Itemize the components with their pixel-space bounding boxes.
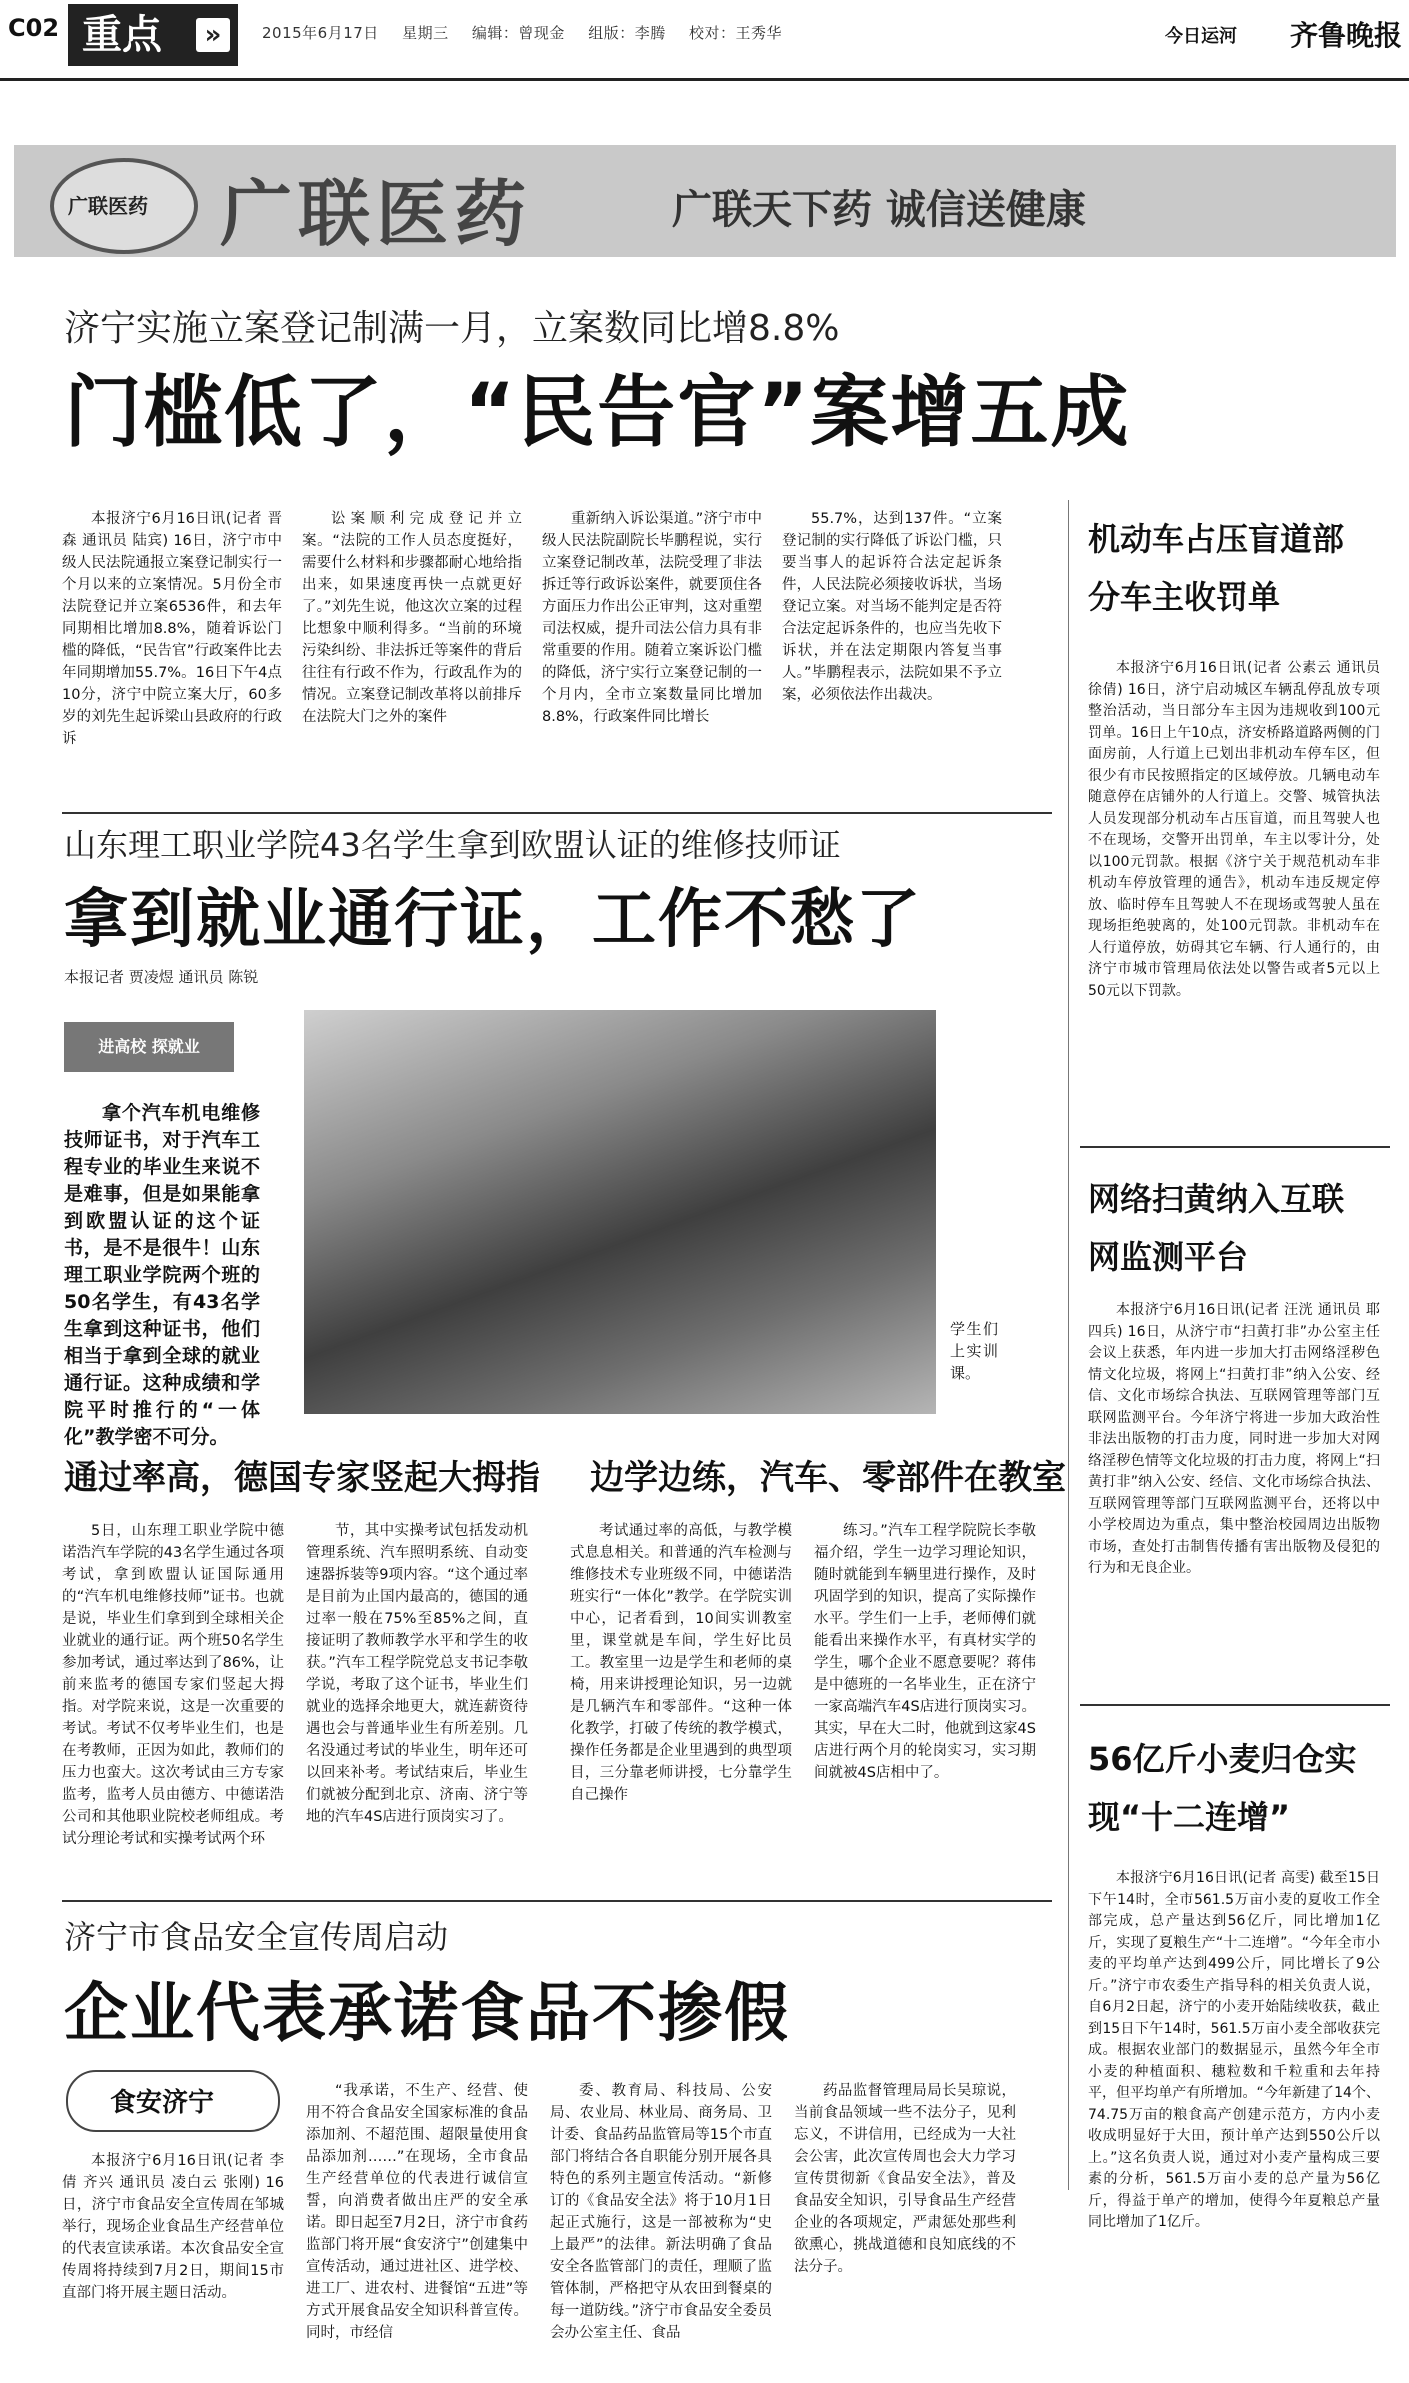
side2-body-text: 本报济宁6月16日讯(记者 汪洸 通讯员 耶四兵) 16日，从济宁市“扫黄打非”办公室主任会议上获悉，年内进一步加大打击网络淫秽色情文化垃圾，将网上“扫黄打非”纳入公安、经信、文化市场综合执法、互联网管理等部门互联网监测平台。今年济宁将进一步加大政治性非法出版物的打击力度，同时进一步加大对网络淫秽色情等文化垃圾的打击力度，将网上“扫黄打非”纳入公安、经信、文化市场综合执法、互联网管理等部门互联网监测平台，还将以中小学校周边为重点，集中整治校园周边出版物市场，查处打击制售传播有害出版物及侵犯的行为和无良企业。 (1088, 1302, 1380, 1576)
page-number: C02 (8, 14, 60, 42)
story1-headline: 门槛低了，“民告官”案增五成 (64, 368, 1131, 458)
column-divider (1068, 500, 1069, 2190)
issue-date: 2015年6月17日 (262, 24, 379, 42)
story3-col3-text: 委、教育局、科技局、公安局、农业局、林业局、商务局、卫计委、食品药品监管局等15个市直部门将结合各自职能分别开展各具特色的系列主题宣传活动。“新修订的《食品安全法》将于10月1日起正式施行，这是一部被称为“史上最严”的法律。新法明确了食品安全各监管部门的责任，理顺了监管体制，严格把守从农田到餐桌的每一道防线。”济宁市食品安全委员会办公室主任、食品 (550, 2083, 772, 2341)
story2-divider (62, 812, 1052, 814)
story2-subhead-2: 边学边练，汽车、零部件在教室 (590, 1458, 1066, 1498)
story1-col1-text: 本报济宁6月16日讯(记者 晋森 通讯员 陆宾) 16日，济宁市中级人民法院通报立案登记制实行一个月以来的立案情况。5月份全市法院登记并立案6536件，和去年同期相比增加8.8%，随着诉讼门槛的降低，“民告官”行政案件比去年同期增加55.7%。16日下午4点10分，济宁中院立案大厅，60多岁的刘先生起诉梁山县政府的行政诉 (62, 511, 282, 747)
story1-col2-text: 讼案顺利完成登记并立案。“法院的工作人员态度挺好，需要什么材料和步骤都耐心地给指出来，如果速度再快一点就更好了。”刘先生说，他这次立案的过程比想象中顺利得多。“当前的环境污染纠纷、非法拆迁等案件的背后往往有行政不作为，行政乱作为的情况。立案登记制改革将以前排斥在法院大门之外的案件 (302, 511, 522, 725)
story3-col4-text: 药品监督管理局局长吴琼说，当前食品领域一些不法分子，见利忘义，不讲信用，已经成为一大社会公害，此次宣传周也会大力学习宣传贯彻新《食品安全法》，普及食品安全知识，引导食品生产经营企业的各项规定，严肃惩处那些利欲熏心，挑战道德和良知底线的不法分子。 (794, 2083, 1016, 2275)
banner-brand-name: 广联医药 (220, 172, 533, 256)
story1-kicker: 济宁实施立案登记制满一月，立案数同比增8.8% (64, 308, 840, 349)
story2-kicker: 山东理工职业学院43名学生拿到欧盟认证的维修技师证 (64, 826, 841, 864)
story2-badge: 进高校 探就业 (64, 1022, 234, 1072)
story3-divider (62, 1900, 1052, 1902)
proof-credit: 校对：王秀华 (688, 24, 782, 42)
story2-lead (64, 1100, 260, 1451)
story3-col4 (794, 2080, 1016, 2278)
story3-col2-text: “我承诺，不生产、经营、使用不符合食品安全国家标准的食品添加剂、不超范围、超限量使用食品添加剂……”在现场，全市食品生产经营单位的代表进行诚信宣誓，向消费者做出庄严的安全承诺。即日起至7月2日，济宁市食药监部门将开展“食安济宁”创建集中宣传活动，通过进社区、进学校、进工厂、进农村、进餐馆“五进”等方式开展食品安全知识科普宣传。同时，市经信 (306, 2083, 528, 2341)
story2-col4-text: 练习。”汽车工程学院院长李敬福介绍，学生一边学习理论知识，随时就能到车辆里进行操作，及时巩固学到的知识，提高了实际操作水平。学生们一上手，老师傅们就能看出来操作水平，有真材实学的学生，哪个企业不愿意要呢？蒋伟是中德班的一名毕业生，正在济宁一家高端汽车4S店进行顶岗实习。其实，早在大二时，他就到这家4S店进行两个月的轮岗实习，实习期间就被4S店相中了。 (814, 1523, 1036, 1781)
story3-col1 (62, 2150, 284, 2304)
story2-col1-text: 5日，山东理工职业学院中德诺浩汽车学院的43名学生通过各项考试，拿到欧盟认证国际通用的“汽车机电维修技师”证书。也就是说，毕业生们拿到到全球相关企业就业的通行证。两个班50名学生参加考试，通过率达到了86%，让前来监考的德国专家们竖起大拇指。对学院来说，这是一次重要的考试。考试不仅考毕业生们，也是在考教师，正因为如此，教师们的压力也蛮大。这次考试由三方专家监考，监考人员由德方、中德诺浩公司和其他职业院校老师组成。考试分理论考试和实操考试两个环 (62, 1523, 284, 1847)
side1-body-text: 本报济宁6月16日讯(记者 公素云 通讯员 徐倩) 16日，济宁启动城区车辆乱停乱放专项整治活动，当日部分车主因为违规收到100元罚单。16日上午10点，济安桥路道路两侧的门面房前，人行道上已划出非机动车停车区，但很少有市民按照指定的区域停放。几辆电动车随意停在店铺外的人行道上。交警、城管执法人员发现部分机动车占压盲道，而且驾驶人也不在现场，交警开出罚单，车主以零计分，处以100元罚款。根据《济宁关于规范机动车非机动车停放管理的通告》，机动车违反规定停放、临时停车且驾驶人不在现场或驾驶人虽在现场拒绝驶离的，处100元罚款。非机动车在人行道停放，妨碍其它车辆、行人通行的，由济宁市城市管理局依法处以警告或者5元以上50元以下罚款。 (1088, 660, 1380, 999)
chevron-right-icon: » (196, 18, 230, 52)
story2-subhead-1: 通过率高，德国专家竖起大拇指 (64, 1458, 540, 1498)
food-safety-logo-text: 食安济宁 (110, 2088, 215, 2118)
section-title: 重点 (82, 12, 162, 58)
newspaper-logo: 齐鲁晚报 (1290, 19, 1403, 52)
side3-title: 56亿斤小麦归仓实现“十二连增” (1088, 1740, 1357, 1836)
story1-col4 (782, 508, 1002, 706)
banner-slogan: 广联天下药 诚信送健康 (672, 187, 1086, 233)
issue-weekday: 星期三 (402, 24, 449, 42)
story2-headline: 拿到就业通行证，工作不愁了 (64, 883, 922, 957)
side2-title: 网络扫黄纳入互联网监测平台 (1088, 1180, 1345, 1276)
story1-col4-text: 55.7%，达到137件。“立案登记制的实行降低了诉讼门槛，只要当事人的起诉符合法定起诉条件，人民法院必须接收诉状，当场登记立案。对当场不能判定是否符合法定起诉条件的，也应当先收下诉状，并在法定期限内答复当事人。”毕鹏程表示，法院如果不予立案，必须依法作出裁决。 (782, 511, 1002, 703)
story3-col2 (306, 2080, 528, 2344)
story3-kicker: 济宁市食品安全宣传周启动 (64, 1918, 449, 1956)
story2-col3-text: 考试通过率的高低，与教学模式息息相关。和普通的汽车检测与维修技术专业班级不同，中德诺浩班实行“一体化”教学。在学院实训中心，记者看到，10间实训教室里，课堂就是车间，学生好比员工。教室里一边是学生和老师的桌椅，用来讲授理论知识，另一边就是几辆汽车和零部件。“这种一体化教学，打破了传统的教学模式，操作任务都是企业里遇到的典型项目，三分靠老师讲授，七分靠学生自己操作 (570, 1523, 792, 1803)
training-photo (304, 1010, 936, 1414)
story1-col2 (302, 508, 522, 728)
side-divider (1080, 1146, 1390, 1148)
story2-col2 (306, 1520, 528, 1828)
story2-lead-text: 拿个汽车机电维修技师证书，对于汽车工程专业的毕业生来说不是难事，但是如果能拿到欧盟认证的这个证书，是不是很牛！山东理工职业学院两个班的50名学生，有43名学生拿到这种证书，他们相当于拿到全球的就业通行证。这种成绩和学院平时推行的“一体化”教学密不可分。 (64, 1102, 260, 1448)
side1-title: 机动车占压盲道部分车主收罚单 (1088, 520, 1345, 616)
photo-caption: 学生们上实训课。 (950, 1320, 998, 1382)
story2-col1 (62, 1520, 284, 1850)
side-divider-2 (1080, 1704, 1390, 1706)
column-tag: 今日运河 (1165, 26, 1237, 47)
story1-col3-text: 重新纳入诉讼渠道。”济宁市中级人民法院副院长毕鹏程说，实行立案登记制改革，法院受理了非法拆迁等行政诉讼案件，就要顶住各方面压力作出公正审判，这对重塑司法权威，提升司法公信力具有非常重要的作用。随着立案诉讼门槛的降低，济宁实行立案登记制的一个月内，全市立案数量同比增加8.8%，行政案件同比增长 (542, 511, 762, 725)
story1-col1 (62, 508, 282, 750)
side1-body (1088, 658, 1380, 1002)
pharmacy-logo-text: 广联医药 (68, 194, 148, 218)
story2-col2-text: 节，其中实操考试包括发动机管理系统、汽车照明系统、自动变速器拆装等9项内容。“这个通过率是目前为止国内最高的，德国的通过率一般在75%至85%之间，直接证明了教师教学水平和学生的收获。”汽车工程学院党总支书记李敬学说，考取了这个证书，毕业生们就业的选择余地更大，就连薪资待遇也会与普通毕业生有所差别。几名没通过考试的毕业生，明年还可以回来补考。考试结束后，毕业生们就被分配到北京、济南、济宁等地的汽车4S店进行顶岗实习了。 (306, 1523, 528, 1825)
story1-col3 (542, 508, 762, 728)
side3-body (1088, 1868, 1380, 2234)
section-label (68, 4, 238, 66)
story2-byline: 本报记者 贾凌煜 通讯员 陈锐 (64, 968, 259, 986)
editor-credit: 编辑：曾现金 (471, 24, 565, 42)
story3-col1-text: 本报济宁6月16日讯(记者 李倩 齐兴 通讯员 凌白云 张刚) 16日，济宁市食品安全宣传周在邹城举行，现场企业食品生产经营单位的代表宣读承诺。本次食品安全宣传周将持续到7月2日，期间15市直部门将开展主题日活动。 (62, 2153, 284, 2301)
issue-meta (262, 22, 800, 43)
layout-credit: 组版：李腾 (588, 24, 666, 42)
side2-body (1088, 1300, 1380, 1580)
side3-body-text: 本报济宁6月16日讯(记者 高雯) 截至15日下午14时，全市561.5万亩小麦的夏收工作全部完成，总产量达到56亿斤，同比增加1亿斤，实现了夏粮生产“十二连增”。“今年全市小麦的平均单产达到499公斤，同比增长了9公斤。”济宁市农委生产指导科的相关负责人说，自6月2日起，济宁的小麦开始陆续收获，截止到15日下午14时，561.5万亩小麦全部收获完成。根据农业部门的数据显示，虽然今年全市小麦的种植面积、穗粒数和千粒重和去年持平，但平均单产有所增加。“今年新建了14个、74.75万亩的粮食高产创建示范方，方内小麦收成明显好于大田，预计单产达到550公斤以上。”这名负责人说，通过对小麦产量构成三要素的分析，561.5万亩小麦的总产量为56亿斤，得益于单产的增加，使得今年夏粮总产量同比增加了1亿斤。 (1088, 1870, 1380, 2230)
story2-col3 (570, 1520, 792, 1806)
story3-col3 (550, 2080, 772, 2344)
story3-headline: 企业代表承诺食品不掺假 (64, 1977, 790, 2051)
story2-col4 (814, 1520, 1036, 1784)
